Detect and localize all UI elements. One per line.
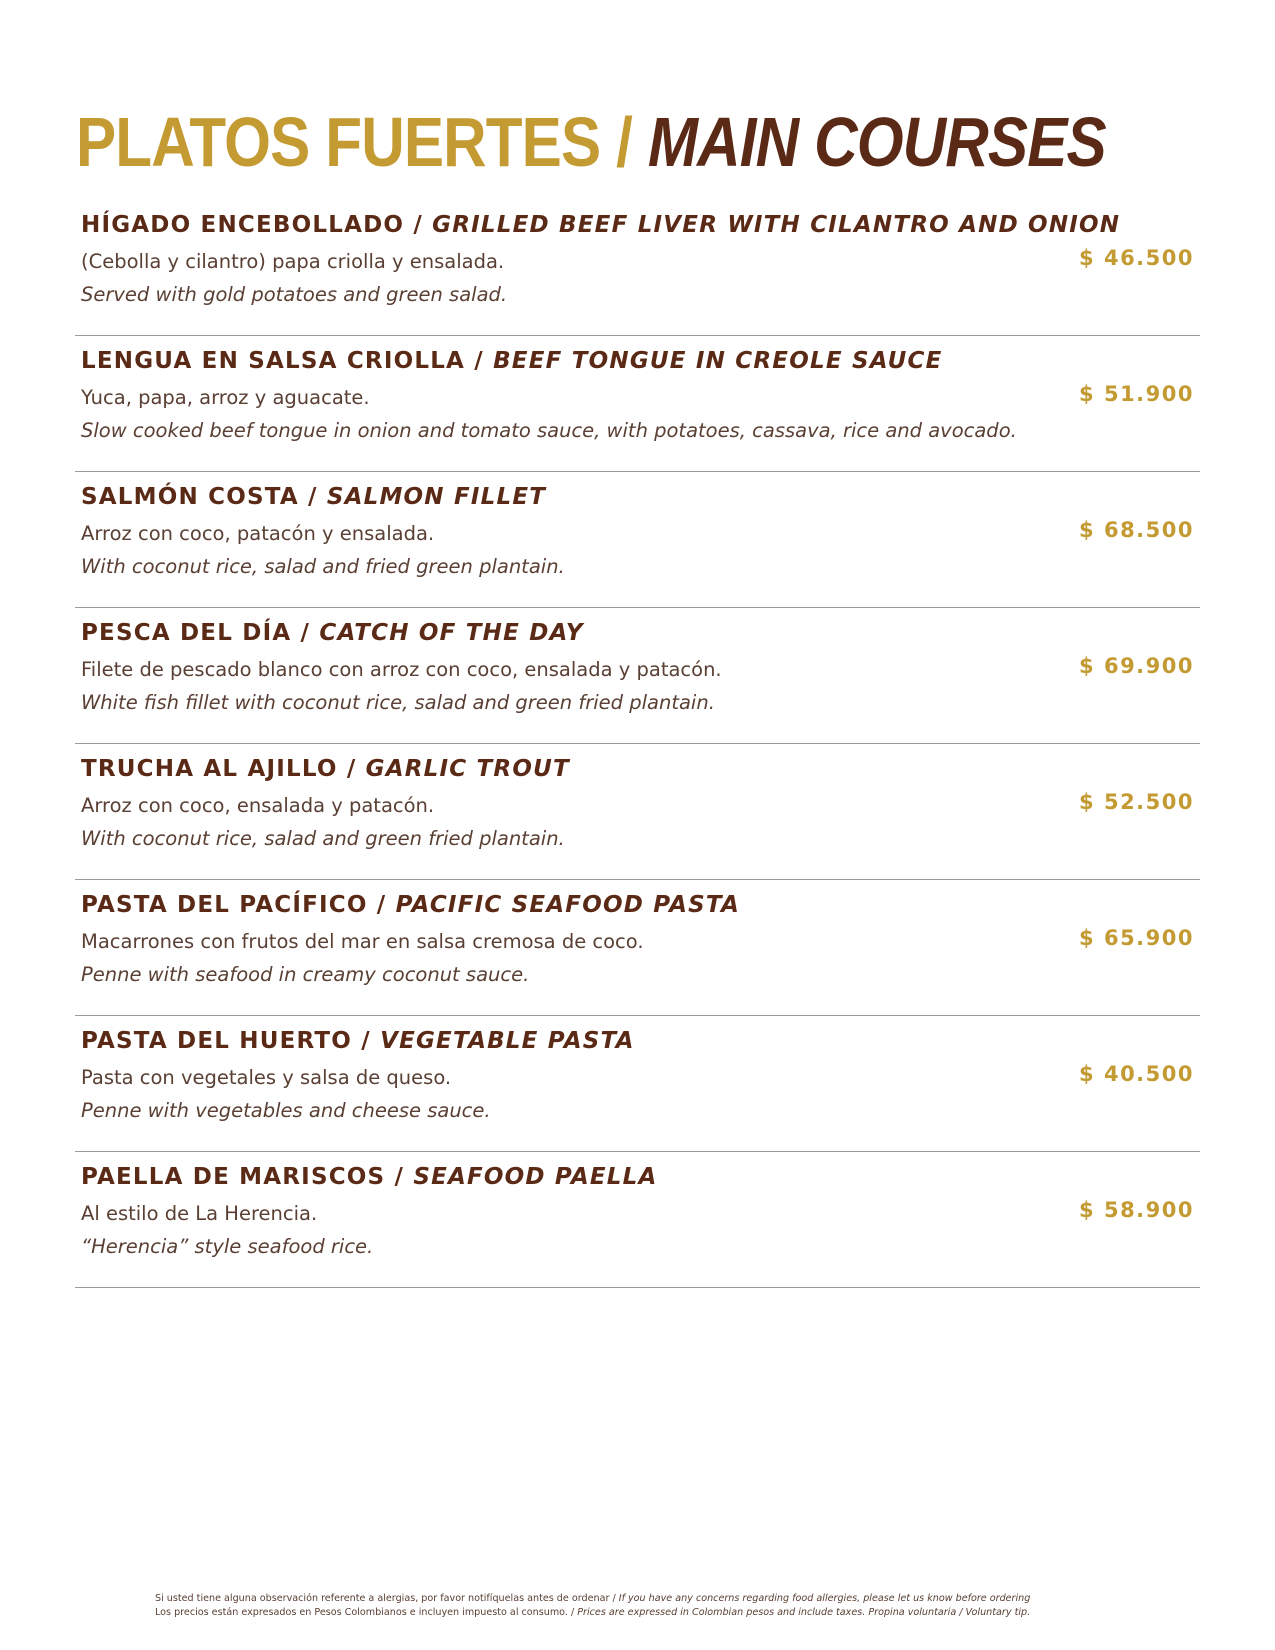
item-description-spanish: Arroz con coco, ensalada y patacón. — [81, 794, 435, 817]
menu-items-list — [75, 200, 1200, 1288]
item-description-english: With coconut rice, salad and green fried plantain. — [81, 827, 565, 850]
item-name-spanish: SALMÓN COSTA — [81, 484, 299, 510]
footer-prices-spanish: Los precios están expresados en Pesos Colombianos e incluyen impuesto al consumo. / — [155, 1607, 578, 1618]
item-name-english: BEEF TONGUE IN CREOLE SAUCE — [493, 348, 943, 374]
item-name-english: CATCH OF THE DAY — [319, 620, 584, 646]
item-description-spanish: Al estilo de La Herencia. — [81, 1202, 318, 1225]
item-name-english: GARLIC TROUT — [365, 756, 570, 782]
item-description-english: White fish fillet with coconut rice, salad and green fried plantain. — [81, 691, 715, 714]
page-title — [76, 102, 1106, 182]
item-name: PESCA DEL DÍA / CATCH OF THE DAY — [81, 620, 584, 646]
menu-item — [75, 336, 1200, 472]
item-price: $ 58.900 — [1079, 1198, 1194, 1222]
item-description-spanish: Yuca, papa, arroz y aguacate. — [81, 386, 370, 409]
item-name-spanish: PESCA DEL DÍA — [81, 620, 292, 646]
item-name-english: VEGETABLE PASTA — [380, 1028, 635, 1054]
item-name: SALMÓN COSTA / SALMON FILLET — [81, 484, 547, 510]
item-price: $ 68.500 — [1079, 518, 1194, 542]
item-name-spanish: PASTA DEL HUERTO — [81, 1028, 353, 1054]
item-name-spanish: LENGUA EN SALSA CRIOLLA — [81, 348, 466, 374]
footer-allergy-spanish: Si usted tiene alguna observación referente a alergias, por favor notifíquelas antes de ordenar / — [155, 1593, 619, 1604]
menu-item — [75, 608, 1200, 744]
item-description-spanish: Macarrones con frutos del mar en salsa cremosa de coco. — [81, 930, 644, 953]
menu-item — [75, 472, 1200, 608]
item-name: PASTA DEL HUERTO / VEGETABLE PASTA — [81, 1028, 635, 1054]
title-english: MAIN COURSES — [647, 103, 1106, 181]
item-price: $ 46.500 — [1079, 246, 1194, 270]
title-separator: / — [600, 103, 648, 181]
item-description-english: Penne with vegetables and cheese sauce. — [81, 1099, 491, 1122]
item-price: $ 40.500 — [1079, 1062, 1194, 1086]
item-description-english: With coconut rice, salad and fried green plantain. — [81, 555, 565, 578]
item-name-english: PACIFIC SEAFOOD PASTA — [395, 892, 741, 918]
item-name-spanish: TRUCHA AL AJILLO — [81, 756, 338, 782]
item-price: $ 51.900 — [1079, 382, 1194, 406]
item-description-spanish: Arroz con coco, patacón y ensalada. — [81, 522, 435, 545]
item-description-english: Slow cooked beef tongue in onion and tomato sauce, with potatoes, cassava, rice and avocado. — [81, 419, 1017, 442]
menu-item — [75, 1016, 1200, 1152]
menu-item — [75, 880, 1200, 1016]
item-price: $ 52.500 — [1079, 790, 1194, 814]
item-name-spanish: PAELLA DE MARISCOS — [81, 1164, 386, 1190]
item-description-english: “Herencia” style seafood rice. — [81, 1235, 374, 1258]
menu-item — [75, 744, 1200, 880]
footer-prices-line — [155, 1606, 1130, 1620]
footer-notice — [155, 1592, 1130, 1620]
footer-prices-english: Prices are expressed in Colombian pesos and include taxes. Propina voluntaria / Voluntary tip. — [577, 1607, 1031, 1618]
menu-item — [75, 200, 1200, 336]
item-name: LENGUA EN SALSA CRIOLLA / BEEF TONGUE IN CREOLE SAUCE — [81, 348, 943, 374]
title-spanish: PLATOS FUERTES — [76, 103, 601, 181]
item-price: $ 69.900 — [1079, 654, 1194, 678]
item-name-spanish: PASTA DEL PACÍFICO — [81, 892, 368, 918]
item-name-english: SEAFOOD PAELLA — [413, 1164, 658, 1190]
item-description-spanish: (Cebolla y cilantro) papa criolla y ensalada. — [81, 250, 505, 273]
item-price: $ 65.900 — [1079, 926, 1194, 950]
footer-allergy-line — [155, 1592, 1130, 1606]
item-name: TRUCHA AL AJILLO / GARLIC TROUT — [81, 756, 570, 782]
item-name: PASTA DEL PACÍFICO / PACIFIC SEAFOOD PASTA — [81, 892, 741, 918]
item-description-english: Penne with seafood in creamy coconut sauce. — [81, 963, 530, 986]
item-name-spanish: HÍGADO ENCEBOLLADO — [81, 212, 405, 238]
footer-allergy-english: If you have any concerns regarding food allergies, please let us know before ordering — [618, 1593, 1031, 1604]
item-description-spanish: Pasta con vegetales y salsa de queso. — [81, 1066, 452, 1089]
item-description-english: Served with gold potatoes and green salad. — [81, 283, 508, 306]
item-name: PAELLA DE MARISCOS / SEAFOOD PAELLA — [81, 1164, 658, 1190]
item-description-spanish: Filete de pescado blanco con arroz con coco, ensalada y patacón. — [81, 658, 722, 681]
item-name: HÍGADO ENCEBOLLADO / GRILLED BEEF LIVER WITH CILANTRO AND ONION — [81, 212, 1121, 238]
item-name-english: SALMON FILLET — [326, 484, 547, 510]
menu-item — [75, 1152, 1200, 1288]
item-name-english: GRILLED BEEF LIVER WITH CILANTRO AND ONION — [432, 212, 1121, 238]
